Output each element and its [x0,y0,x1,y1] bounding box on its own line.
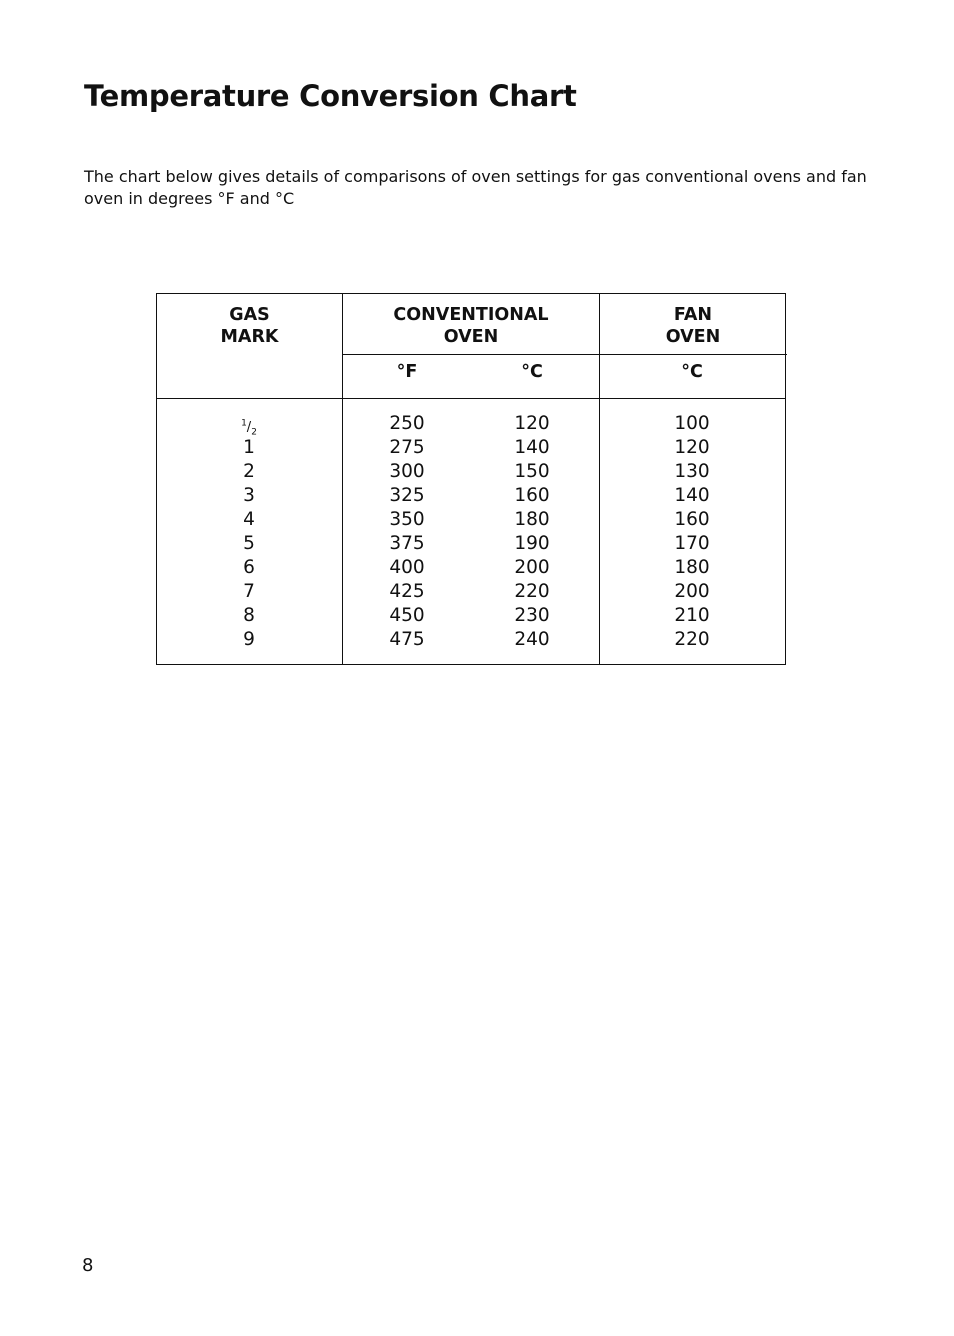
temperature-conversion-table [156,293,786,665]
fan-oven-header [600,304,786,348]
table-cell: 130 [674,461,710,482]
table-cell: 100 [674,413,710,434]
table-cell: 170 [674,533,710,554]
page-number: 8 [82,1255,94,1276]
table-cell: 1 [243,437,255,458]
table-cell: 9 [243,629,255,650]
table-cell: 120 [674,437,710,458]
table-cell: 140 [514,437,550,458]
table-cell: 3 [243,485,255,506]
table-cell: 190 [514,533,550,554]
table-cell: 8 [243,605,255,626]
intro-paragraph: The chart below gives details of comparisons of oven settings for gas conventional ovens and fan oven in degrees °F and °C [84,167,867,208]
table-cell: 2 [243,461,255,482]
column-divider [342,294,343,664]
header-line: OVEN [443,327,499,347]
half-fraction: $^1/_2$ [241,419,257,438]
table-cell: 425 [389,581,425,602]
table-cell: 220 [674,629,710,650]
table-cell: 180 [514,509,550,530]
table-cell: 160 [514,485,550,506]
table-cell: 325 [389,485,425,506]
header-line: CONVENTIONAL [393,305,549,325]
header-line: GAS [229,305,270,325]
fan-celsius-column [652,412,732,652]
gas-mark-column [209,412,289,652]
table-cell: 240 [514,629,550,650]
header-line: FAN [673,305,713,325]
conventional-celsius-column [492,412,572,652]
header-divider [343,354,787,355]
page-title: Temperature Conversion Chart [84,79,577,113]
table-cell [209,412,289,436]
table-cell: 120 [514,413,550,434]
header-line: OVEN [665,327,721,347]
table-cell: 6 [243,557,255,578]
fan-celsius-unit: °C [681,362,703,382]
header-line: MARK [220,327,279,347]
table-cell: 220 [514,581,550,602]
table-cell: 160 [674,509,710,530]
table-cell: 210 [674,605,710,626]
fahrenheit-unit: °F [396,362,418,382]
table-cell: 475 [389,629,425,650]
table-cell: 7 [243,581,255,602]
table-cell: 450 [389,605,425,626]
table-cell: 400 [389,557,425,578]
table-cell: 4 [243,509,255,530]
table-cell: 230 [514,605,550,626]
table-cell: 350 [389,509,425,530]
conventional-oven-header [343,304,599,348]
table-cell: 375 [389,533,425,554]
column-divider [599,294,600,664]
table-cell: 140 [674,485,710,506]
table-cell: 180 [674,557,710,578]
conventional-fahrenheit-column [367,412,447,652]
table-cell: 250 [389,413,425,434]
table-cell: 275 [389,437,425,458]
table-cell: 200 [514,557,550,578]
table-cell: 200 [674,581,710,602]
table-cell: 150 [514,461,550,482]
gas-mark-header [157,304,342,348]
table-cell: 300 [389,461,425,482]
table-cell: 5 [243,533,255,554]
header-bottom-divider [157,398,785,399]
celsius-unit: °C [521,362,543,382]
